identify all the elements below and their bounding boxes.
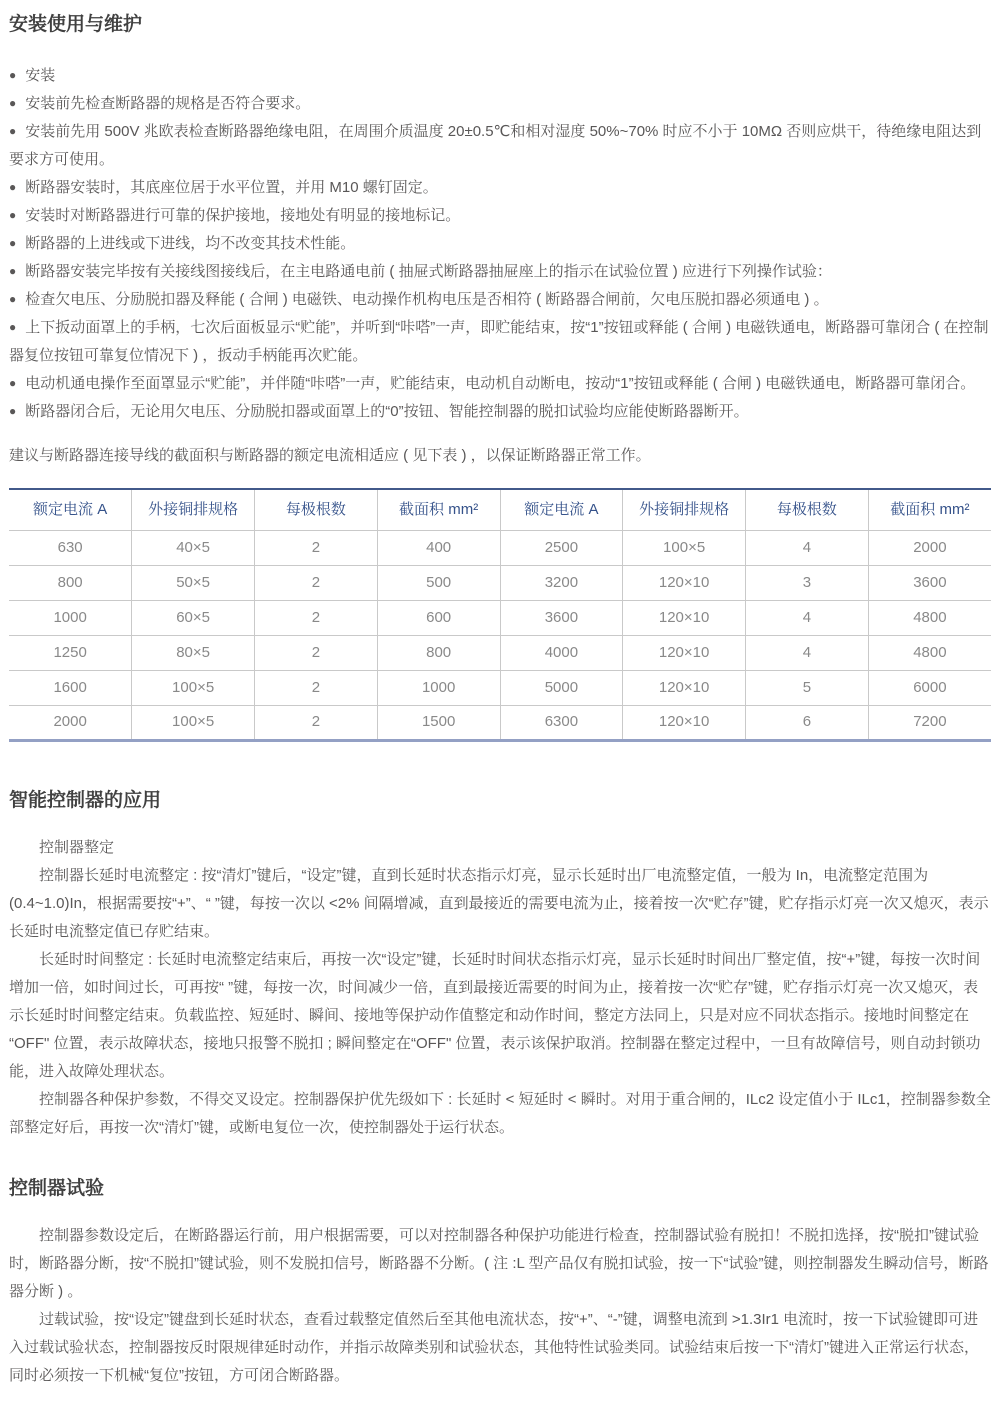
table-cell: 3600 — [500, 600, 623, 635]
table-cell: 4 — [746, 635, 869, 670]
column-header: 外接铜排规格 — [132, 489, 255, 530]
bullet-text: 断路器安装时，其底座位居于水平位置，并用 M10 螺钉固定。 — [25, 179, 438, 196]
table-row — [9, 705, 991, 740]
bullet-text: 检查欠电压、分励脱扣器及释能 ( 合闸 ) 电磁铁、电动操作机构电压是否相符 ( 断路器合闸前，欠电压脱扣器必须通电 ) 。 — [25, 291, 829, 308]
table-cell: 7200 — [868, 705, 991, 740]
bullet-text: 电动机通电操作至面罩显示“贮能”，并伴随“咔嗒”一声，贮能结束，电动机自动断电，按动“1”按钮或释能 ( 合闸 ) 电磁铁通电，断路器可靠闭合。 — [25, 375, 976, 392]
table-row — [9, 670, 991, 705]
paragraph: 控制器参数设定后，在断路器运行前，用户根据需要，可以对控制器各种保护功能进行检查，控制器试验有脱扣！不脱扣选择，按“脱扣”键试验时，断路器分断，按“不脱扣”键试验，则不发脱扣信号，断路器不分断。( 注 :L 型产品仅有脱扣试验，按一下“试验”键，则控制器发生瞬动信号，断路器分断 ) 。 — [9, 1226, 989, 1300]
table-cell: 6 — [746, 705, 869, 740]
busbar-spec-table — [9, 488, 991, 742]
table-cell: 100×5 — [623, 530, 746, 565]
table-cell: 3 — [746, 565, 869, 600]
table-cell: 4 — [746, 600, 869, 635]
table-cell: 800 — [9, 565, 132, 600]
bullet-icon: ● — [9, 376, 17, 390]
table-cell: 120×10 — [623, 635, 746, 670]
table-row — [9, 600, 991, 635]
paragraph: 控制器各种保护参数，不得交叉设定。控制器保护优先级如下 : 长延时 < 短延时 < 瞬时。对用于重合闸的，ILc2 设定值小于 ILc1，控制器参数全部整定好后，再按一次“清灯”键，或断电复位一次，使控制器处于运行状态。 — [9, 1090, 991, 1136]
bullet-icon: ● — [9, 292, 17, 306]
table-cell: 120×10 — [623, 600, 746, 635]
table-row — [9, 635, 991, 670]
table-cell: 120×10 — [623, 670, 746, 705]
table-cell: 400 — [377, 530, 500, 565]
table-cell: 3200 — [500, 565, 623, 600]
table-body — [9, 530, 991, 740]
table-cell: 1000 — [377, 670, 500, 705]
installation-bullet-list — [9, 62, 991, 426]
table-cell: 1600 — [9, 670, 132, 705]
paragraph: 长延时时间整定 : 长延时电流整定结束后，再按一次“设定”键，长延时时间状态指示灯亮，显示长延时时间出厂整定值，按“+”键，每按一次时间增加一倍，如时间过长，可再按“ ”键，每按一次，时间减少一倍，直到最接近需要的时间为止，接着按一次“贮存”键，贮存指示灯亮一次又熄灭，表示长延时时间整定结束。负载监控、短延时、瞬间、接地等保护动作值整定和动作时间，整定方法同上，只是对应不同状态指示。接地时间整定在“OFF" 位置，表示故障状态，接地只报警不脱扣 ; 瞬间整定在“OFF" 位置，表示该保护取消。控制器在整定过程中，一旦有故障信号，则自动封锁功能，进入故障处理状态。 — [9, 950, 981, 1080]
bullet-icon: ● — [9, 68, 17, 82]
table-note: 建议与断路器连接导线的截面积与断路器的额定电流相适应 ( 见下表 ) ，以保证断路器正常工作。 — [9, 447, 651, 464]
bullet-text: 安装前先用 500V 兆欧表检查断路器绝缘电阻，在周围介质温度 20±0.5℃和相对湿度 50%~70% 时应不小于 10MΩ 否则应烘干，待绝缘电阻达到要求方可使用。 — [9, 123, 982, 168]
bullet-icon: ● — [9, 320, 17, 334]
table-cell: 4800 — [868, 600, 991, 635]
table-header-row — [9, 489, 991, 530]
column-header: 每极根数 — [255, 489, 378, 530]
table-cell: 2 — [255, 600, 378, 635]
table-cell: 1500 — [377, 705, 500, 740]
bullet-icon: ● — [9, 208, 17, 222]
table-row — [9, 565, 991, 600]
table-cell: 3600 — [868, 565, 991, 600]
bullet-text: 安装时对断路器进行可靠的保护接地，接地处有明显的接地标记。 — [25, 207, 461, 224]
column-header: 额定电流 A — [9, 489, 132, 530]
controller-setting-subtitle: 控制器整定 — [39, 838, 115, 856]
table-cell: 1250 — [9, 635, 132, 670]
table-header — [9, 489, 991, 530]
bullet-text: 断路器安装完毕按有关接线图接线后，在主电路通电前 ( 抽屉式断路器抽屉座上的指示在试验位置 ) 应进行下列操作试验： — [25, 263, 832, 280]
list-item — [9, 398, 991, 426]
table-cell: 2 — [255, 705, 378, 740]
bullet-text: 断路器闭合后，无论用欠电压、分励脱扣器或面罩上的“0”按钮、智能控制器的脱扣试验均应能使断路器断开。 — [25, 403, 749, 420]
table-cell: 4 — [746, 530, 869, 565]
column-header: 每极根数 — [746, 489, 869, 530]
list-item — [9, 230, 991, 258]
column-header: 外接铜排规格 — [623, 489, 746, 530]
list-item — [9, 314, 991, 370]
table-cell: 120×10 — [623, 705, 746, 740]
table-cell: 630 — [9, 530, 132, 565]
bullet-icon: ● — [9, 96, 17, 110]
table-cell: 4800 — [868, 635, 991, 670]
list-item — [9, 258, 991, 286]
table-row — [9, 530, 991, 565]
table-cell: 100×5 — [132, 670, 255, 705]
bullet-text: 上下扳动面罩上的手柄，七次后面板显示“贮能”，并听到“咔嗒”一声，即贮能结束，按“1”按钮或释能 ( 合闸 ) 电磁铁通电，断路器可靠闭合 ( 在控制器复位按钮可靠复位情况下 ) ，扳动手柄能再次贮能。 — [9, 319, 989, 364]
table-cell: 60×5 — [132, 600, 255, 635]
paragraph: 控制器长延时电流整定 : 按“清灯”键后，“设定”键，直到长延时状态指示灯亮，显示长延时出厂电流整定值，一般为 In，电流整定范围为 (0.4~1.0)In，根据需要按“+”、“ ”键，每按一次以 <2% 间隔增减，直到最接近的需要电流为止，接着按一次“贮存”键，贮存指示灯亮一次又熄灭，表示长延时电流整定值已存贮结束。 — [9, 866, 989, 940]
bullet-icon: ● — [9, 404, 17, 418]
table-cell: 40×5 — [132, 530, 255, 565]
table-cell: 800 — [377, 635, 500, 670]
bullet-icon: ● — [9, 180, 17, 194]
section-title-controller-application: 智能控制器的应用 — [9, 789, 162, 811]
section-title-installation: 安装使用与维护 — [9, 14, 143, 35]
list-item — [9, 118, 991, 174]
table-cell: 6000 — [868, 670, 991, 705]
table-cell: 120×10 — [623, 565, 746, 600]
list-item — [9, 174, 991, 202]
bullet-text: 断路器的上进线或下进线，均不改变其技术性能。 — [25, 235, 356, 252]
table-cell: 100×5 — [132, 705, 255, 740]
table-cell: 600 — [377, 600, 500, 635]
bullet-icon: ● — [9, 236, 17, 250]
column-header: 额定电流 A — [500, 489, 623, 530]
paragraph: 过载试验，按“设定”键盘到长延时状态，查看过载整定值然后至其他电流状态，按“+”、“-”键，调整电流到 >1.3Ir1 电流时，按一下试验键即可进入过载试验状态，控制器按反时限规律延时动作，并指示故障类别和试验状态，其他特性试验类同。试验结束后按一下“清灯”键进入正常运行状态，同时必须按一下机械“复位”按钮，方可闭合断路器。 — [9, 1310, 979, 1384]
bullet-text: 安装前先检查断路器的规格是否符合要求。 — [25, 95, 311, 112]
bullet-text: 安装 — [25, 67, 56, 84]
table-cell: 1000 — [9, 600, 132, 635]
table-cell: 5 — [746, 670, 869, 705]
list-item — [9, 62, 991, 90]
table-cell: 2000 — [53, 713, 87, 730]
bullet-icon: ● — [9, 264, 17, 278]
list-item — [9, 202, 991, 230]
table-cell: 2 — [255, 565, 378, 600]
table-cell: 50×5 — [132, 565, 255, 600]
column-header: 截面积 mm² — [868, 489, 991, 530]
table-cell: 80×5 — [132, 635, 255, 670]
list-item — [9, 286, 991, 314]
table-cell: 5000 — [500, 670, 623, 705]
list-item — [9, 90, 991, 118]
table-cell: 500 — [377, 565, 500, 600]
column-header: 截面积 mm² — [377, 489, 500, 530]
list-item — [9, 370, 991, 398]
table-cell: 2 — [255, 530, 378, 565]
table-cell: 2 — [255, 670, 378, 705]
table-cell: 6300 — [500, 705, 623, 740]
section-title-controller-test: 控制器试验 — [9, 1177, 105, 1199]
table-cell: 4000 — [500, 635, 623, 670]
table-cell: 2000 — [868, 530, 991, 565]
bullet-icon: ● — [9, 124, 17, 138]
table-cell: 2500 — [500, 530, 623, 565]
table-cell: 2 — [255, 635, 378, 670]
